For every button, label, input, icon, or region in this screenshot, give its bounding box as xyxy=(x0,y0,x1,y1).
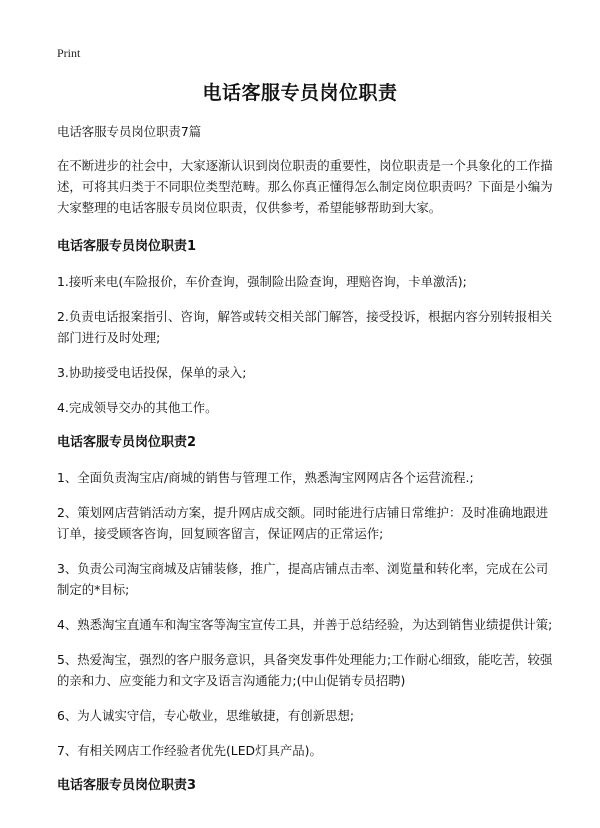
print-label: Print xyxy=(57,46,81,60)
list-item: 2.负责电话报案指引、咨询，解答或转交相关部门解答，接受投诉，根据内容分别转报相关部门进行及时处理; xyxy=(57,309,553,345)
list-item: 4、熟悉淘宝直通车和淘宝客等淘宝宣传工具，并善于总结经验，为达到销售业绩提供计策; xyxy=(57,617,553,632)
list-item: 4.完成领导交办的其他工作。 xyxy=(57,400,218,415)
document-subtitle: 电话客服专员岗位职责7篇 xyxy=(57,124,202,139)
list-item: 7、有相关网店工作经验者优先(LED灯具产品)。 xyxy=(57,743,322,758)
list-item: 6、为人诚实守信，专心敬业，思维敏捷，有创新思想; xyxy=(57,708,355,723)
intro-paragraph: 在不断进步的社会中，大家逐渐认识到岗位职责的重要性，岗位职责是一个具象化的工作描述，可将其归类于不同职位类型范畴。那么你真正懂得怎么制定岗位职责吗？下面是小编为大家整理的电话客服专员岗位职责，仅供参考，希望能够帮助到大家。 xyxy=(57,158,553,215)
list-item: 1.接听来电(车险报价，车价查询，强制险出险查询，理赔咨询，卡单激活); xyxy=(57,274,467,289)
list-item: 1、全面负责淘宝店/商城的销售与管理工作，熟悉淘宝网网店各个运营流程.; xyxy=(57,470,474,485)
section-heading-2: 电话客服专员岗位职责2 xyxy=(57,435,197,450)
list-item: 5、热爱淘宝，强烈的客户服务意识，具备突发事件处理能力;工作耐心细致，能吃苦，较强的亲和力、应变能力和文字及语言沟通能力;(中山促销专员招聘) xyxy=(57,652,553,688)
list-item: 3、负责公司淘宝商城及店铺装修，推广，提高店铺点击率、浏览量和转化率，完成在公司制定的*目标; xyxy=(57,561,549,597)
section-heading-1: 电话客服专员岗位职责1 xyxy=(57,239,197,254)
list-item: 2、策划网店营销活动方案，提升网店成交额。同时能进行店铺日常维护：及时准确地跟进订单，接受顾客咨询，回复顾客留言，保证网店的正常运作; xyxy=(57,505,549,541)
list-item: 3.协助接受电话投保，保单的录入; xyxy=(57,365,247,380)
page-title: 电话客服专员岗位职责 xyxy=(202,82,398,104)
section-heading-3: 电话客服专员岗位职责3 xyxy=(57,778,197,793)
document-body xyxy=(57,121,557,810)
